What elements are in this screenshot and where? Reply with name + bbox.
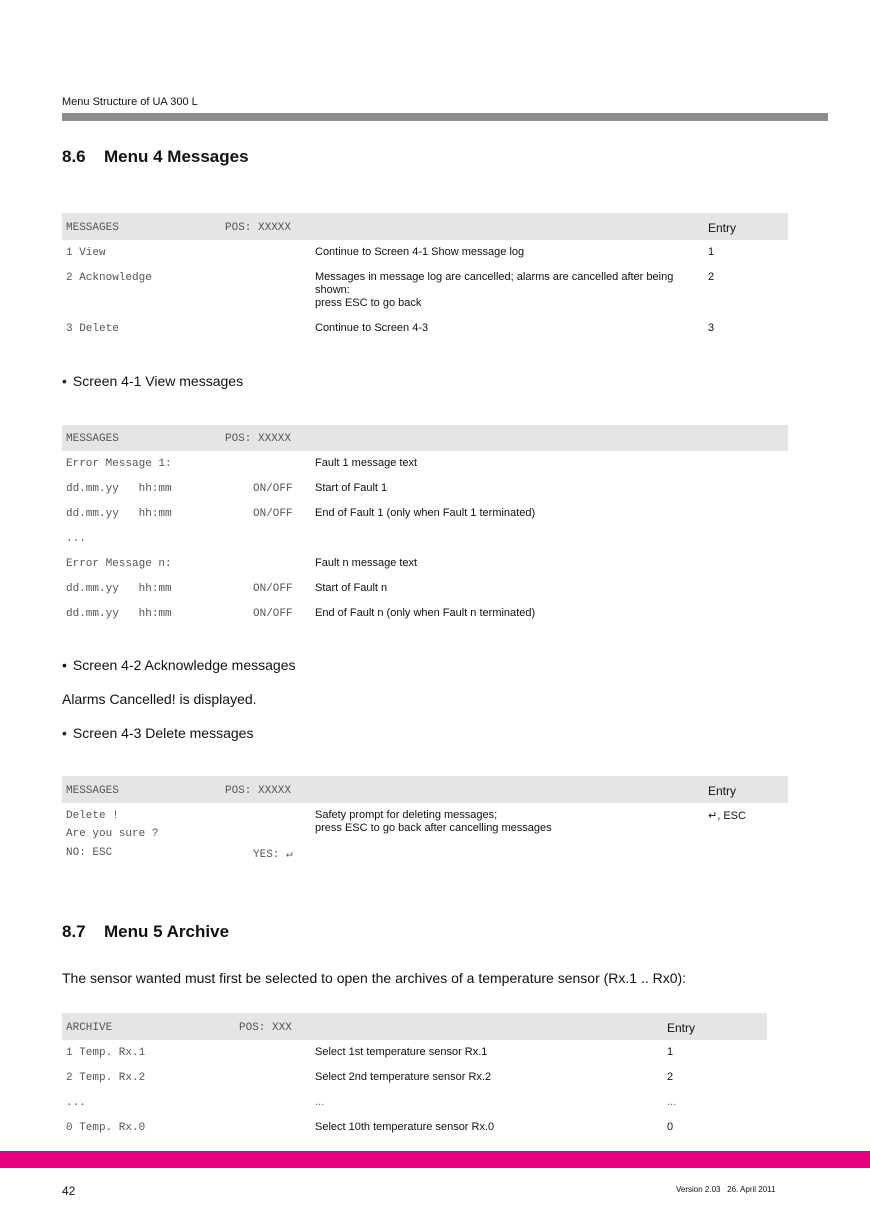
- table3-yes-label: YES: ↵: [253, 849, 293, 861]
- table4-row-entry: ...: [667, 1096, 677, 1108]
- table4-menu-label: ARCHIVE: [66, 1022, 113, 1034]
- alarms-cancelled-text: Alarms Cancelled! is displayed.: [62, 691, 257, 707]
- table4-row-desc: Select 1st temperature sensor Rx.1: [315, 1046, 488, 1058]
- table4-row-entry: 1: [667, 1046, 674, 1058]
- table2-row-desc: Start of Fault 1: [315, 482, 388, 494]
- table2-row-status: ON/OFF: [253, 483, 293, 495]
- bullet-screen-4-3: • Screen 4-3 Delete messages: [62, 725, 253, 741]
- table1-row-desc: Messages in message log are cancelled; alarms are cancelled after being: [315, 271, 674, 283]
- table2-header: [62, 425, 788, 451]
- table4-row-left: 2 Temp. Rx.2: [66, 1072, 146, 1084]
- table2-row-left: dd.mm.yy hh:mm: [66, 608, 172, 620]
- table2-row-desc: Fault 1 message text: [315, 457, 418, 469]
- table4-row-desc: Select 2nd temperature sensor Rx.2: [315, 1071, 492, 1083]
- table1-row-desc: press ESC to go back: [315, 297, 422, 309]
- table1-row-left: 2 Acknowledge: [66, 272, 152, 284]
- table4-entry-header: Entry: [667, 1021, 696, 1035]
- section-number: 8.6: [62, 147, 86, 166]
- section-heading-8-6: [62, 147, 249, 167]
- table1-row-left: 3 Delete: [66, 323, 119, 335]
- table4-row-desc: ...: [315, 1096, 325, 1108]
- header-rule: [62, 113, 828, 121]
- table3-desc: Safety prompt for deleting messages;: [315, 809, 498, 821]
- table3-desc: press ESC to go back after cancelling messages: [315, 822, 552, 834]
- table4-row-left: 0 Temp. Rx.0: [66, 1122, 146, 1134]
- table3-menu-label: MESSAGES: [66, 785, 119, 797]
- table3-line: Are you sure ?: [66, 828, 159, 840]
- table1-menu-label: MESSAGES: [66, 222, 119, 234]
- table3-entry: ↵, ESC: [708, 810, 746, 822]
- bullet-screen-4-1: • Screen 4-1 View messages: [62, 373, 243, 389]
- table3-header: [62, 776, 788, 803]
- table2-row-desc: Start of Fault n: [315, 582, 388, 594]
- table2-row-left: Error Message 1:: [66, 458, 172, 470]
- table2-row-desc: End of Fault n (only when Fault n terminated): [315, 607, 536, 619]
- table2-row-left: ...: [66, 533, 86, 545]
- table1-row-entry: 1: [708, 246, 715, 258]
- table3-no-label: NO: ESC: [66, 847, 113, 859]
- table1-entry-header: Entry: [708, 221, 737, 235]
- table2-row-left: dd.mm.yy hh:mm: [66, 508, 172, 520]
- table3-entry-header: Entry: [708, 784, 737, 798]
- table4-header: [62, 1013, 767, 1040]
- table2-row-desc: End of Fault 1 (only when Fault 1 terminated): [315, 507, 536, 519]
- bullet-screen-4-2: • Screen 4-2 Acknowledge messages: [62, 657, 295, 673]
- table1-row-desc: Continue to Screen 4-3: [315, 322, 429, 334]
- table3-pos-label: POS: XXXXX: [225, 785, 292, 797]
- table1-row-desc: shown:: [315, 284, 350, 296]
- table1-row-desc: Continue to Screen 4-1 Show message log: [315, 246, 525, 258]
- section-title: Menu 4 Messages: [104, 147, 249, 166]
- table4-pos-label: POS: XXX: [239, 1022, 292, 1034]
- table2-row-status: ON/OFF: [253, 583, 293, 595]
- running-header: Menu Structure of UA 300 L: [62, 96, 198, 108]
- table2-row-status: ON/OFF: [253, 508, 293, 520]
- version-info: Version 2.03 26. April 2011: [676, 1185, 776, 1194]
- table2-menu-label: MESSAGES: [66, 433, 119, 445]
- table4-row-entry: 2: [667, 1071, 674, 1083]
- page-number: 42: [62, 1184, 76, 1198]
- section-heading-8-7: [62, 922, 229, 942]
- table4-row-left: 1 Temp. Rx.1: [66, 1047, 146, 1059]
- section-title: Menu 5 Archive: [104, 922, 230, 941]
- footer-accent-bar: [0, 1151, 870, 1168]
- table1-row-entry: 3: [708, 322, 715, 334]
- table1-row-entry: 2: [708, 271, 715, 283]
- table4-row-entry: 0: [667, 1121, 674, 1133]
- table2-pos-label: POS: XXXXX: [225, 433, 292, 445]
- table1-pos-label: POS: XXXXX: [225, 222, 292, 234]
- table2-row-left: Error Message n:: [66, 558, 172, 570]
- table1-header: [62, 213, 788, 240]
- table2-row-left: dd.mm.yy hh:mm: [66, 483, 172, 495]
- table4-row-desc: Select 10th temperature sensor Rx.0: [315, 1121, 495, 1133]
- table1-row-left: 1 View: [66, 247, 106, 259]
- table2-row-status: ON/OFF: [253, 608, 293, 620]
- section-number: 8.7: [62, 922, 86, 941]
- table2-row-left: dd.mm.yy hh:mm: [66, 583, 172, 595]
- table4-row-left: ...: [66, 1097, 86, 1109]
- table2-row-desc: Fault n message text: [315, 557, 418, 569]
- table3-line: Delete !: [66, 810, 119, 822]
- archive-intro: The sensor wanted must first be selected to open the archives of a temperature sensor (Rx.1 .. Rx0):: [62, 970, 687, 986]
